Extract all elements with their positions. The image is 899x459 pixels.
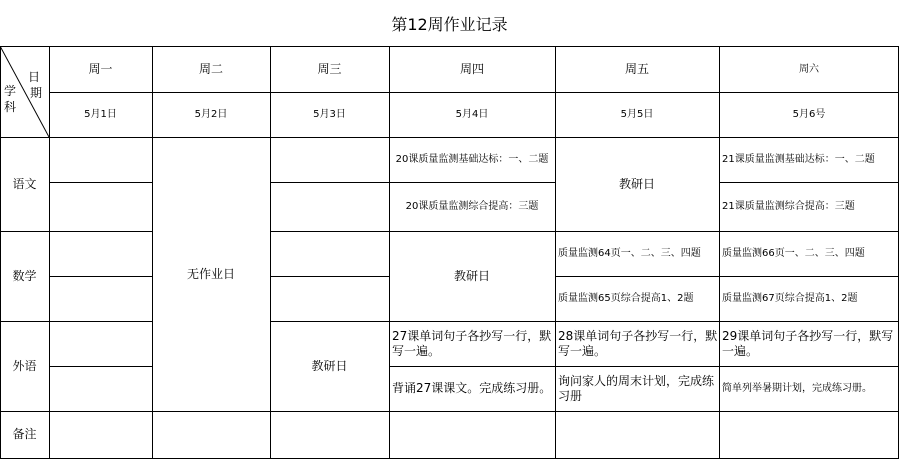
english-thu-task-1: 27课单词句子各抄写一行，默写一遍。 [392,328,552,358]
corner-subject-label-1: 学 [4,84,17,98]
english-sat-task-1: 29课单词句子各抄写一行，默写一遍。 [722,328,894,358]
thu-math-research-day: 教研日 [453,268,490,283]
weekday-thu: 周四 [459,61,484,76]
subject-notes: 备注 [12,427,37,441]
header-corner [0,46,49,137]
english-sat-task-2: 简单列举暑期计划，完成练习册。 [722,383,872,394]
fri-chinese-research-day: 教研日 [618,176,655,191]
weekday-sat: 周六 [799,63,819,75]
corner-date-label-2: 期 [30,86,43,100]
date-mon: 5月1日 [84,109,117,120]
english-fri-task-1: 28课单词句子各抄写一行，默写一遍。 [558,328,718,358]
subject-math: 数学 [12,268,37,283]
corner-date-label-1: 日 [28,70,41,84]
math-sat-task-1: 质量监测66页一、二、三、四题 [722,248,865,259]
weekday-tue: 周二 [198,61,223,76]
page-title: 第12周作业记录 [391,15,508,34]
date-fri: 5月5日 [620,109,654,120]
weekday-mon: 周一 [88,61,113,76]
date-wed: 5月3日 [313,109,346,120]
chinese-sat-task-1: 21课质量监测基础达标：一、二题 [722,154,875,165]
math-fri-task-2: 质量监测65页综合提高1、2题 [558,293,694,304]
subject-english: 外语 [12,358,37,373]
date-tue: 5月2日 [194,109,228,120]
date-sat: 5月6号 [792,109,826,120]
english-fri-task-2: 询问家人的周末计划，完成练习册 [558,373,715,403]
chinese-sat-task-2: 21课质量监测综合提高：三题 [722,201,855,212]
english-thu-task-2: 背诵27课课文。完成练习册。 [392,381,552,395]
math-sat-task-2: 质量监测67页综合提高1、2题 [722,293,858,304]
weekday-fri: 周五 [624,61,649,76]
date-thu: 5月4日 [455,109,489,120]
weekday-wed: 周三 [317,61,342,76]
chinese-thu-task-1: 20课质量监测基础达标：一、二题 [395,154,549,165]
tue-no-homework: 无作业日 [186,266,235,281]
chinese-thu-task-2: 20课质量监测综合提高：三题 [405,201,539,212]
math-fri-task-1: 质量监测64页一、二、三、四题 [558,248,701,259]
wed-english-research-day: 教研日 [311,358,348,373]
corner-subject-label-2: 科 [4,100,17,114]
subject-chinese: 语文 [12,176,37,191]
